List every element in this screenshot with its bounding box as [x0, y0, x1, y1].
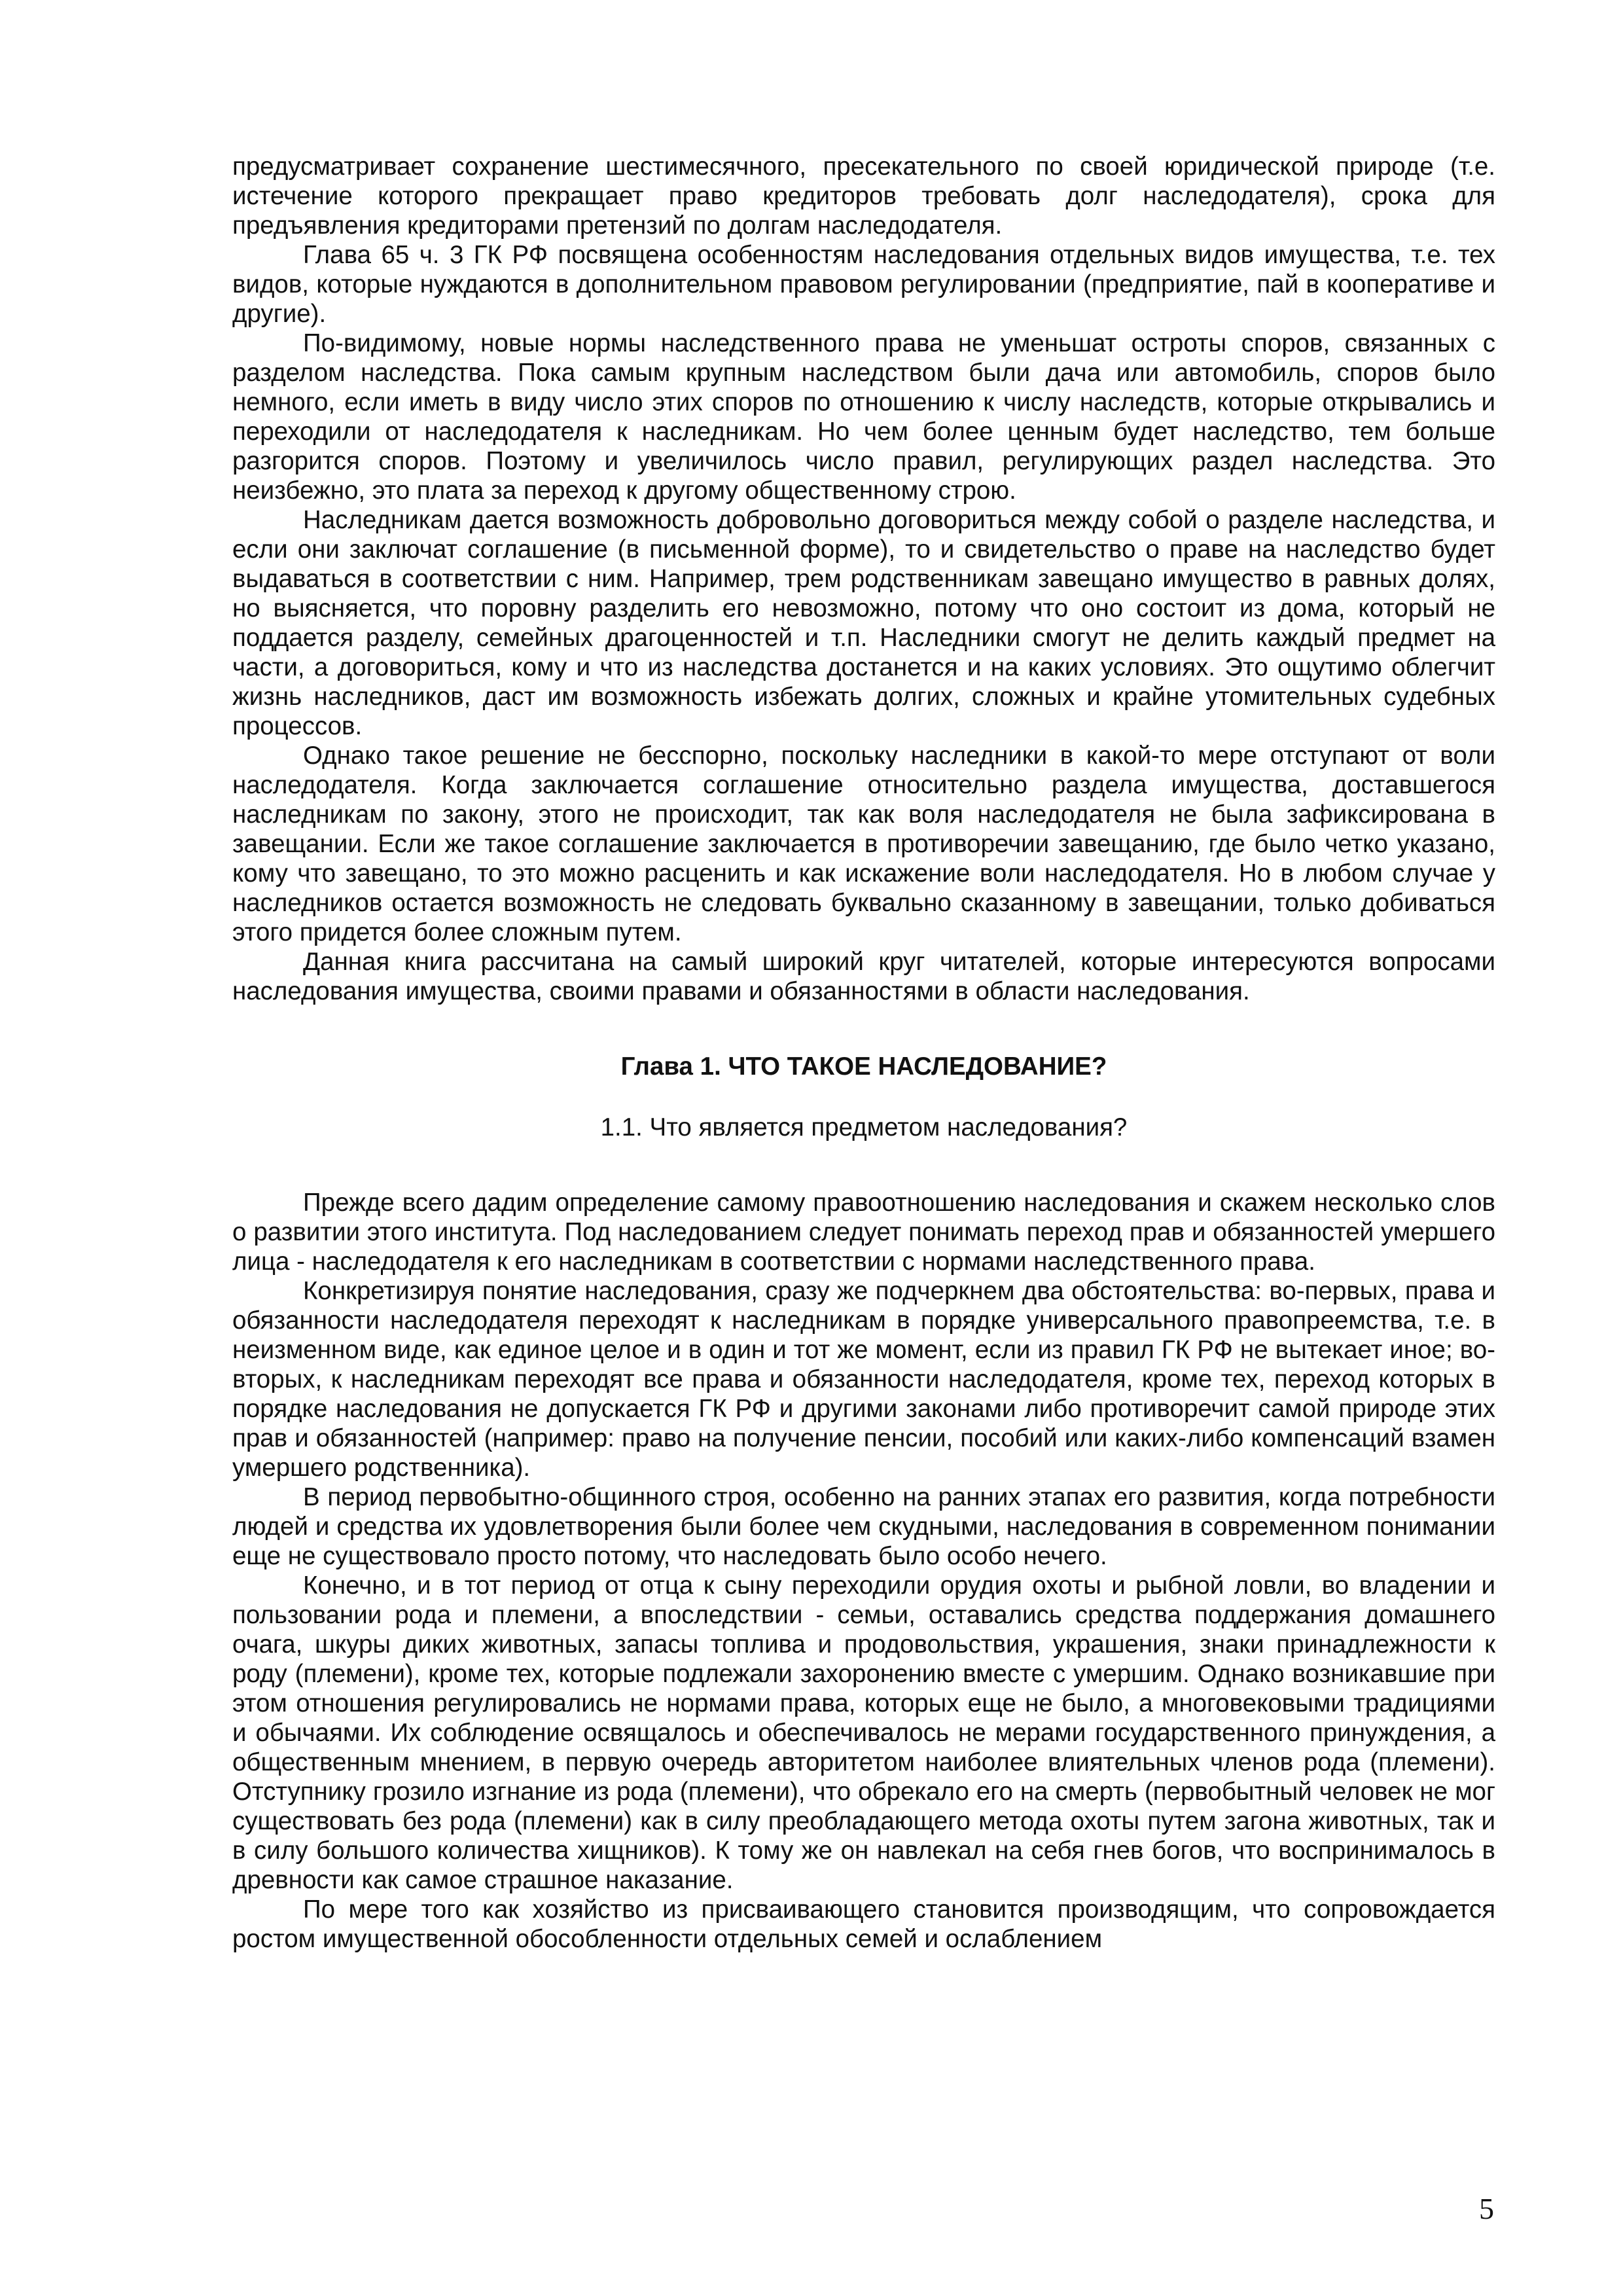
paragraph: По-видимому, новые нормы наследственного права не уменьшат остроты споров, связанных с разделом наследства. Пока самым крупным наследством были дача или автомобиль, споров было немного, если иметь в виду число этих споров по отношению к числу наследств, которые открывались и переходили от наследодателя к наследникам. Но чем более ценным будет наследство, тем больше разгорится споров. Поэтому и увеличилось число правил, регулирующих раздел наследства. Это неизбежно, это плата за переход к другому общественному строю.	[232, 329, 1495, 505]
paragraph: Конкретизируя понятие наследования, сразу же подчеркнем два обстоятельства: во-первых, права и обязанности наследодателя переходят к наследникам в порядке универсального правопреемства, т.е. в неизменном виде, как единое целое и в один и тот же момент, если из правил ГК РФ не вытекает иное; во-вторых, к наследникам переходят все права и обязанности наследодателя, кроме тех, переход которых в порядке наследования не допускается ГК РФ и другими законами либо противоречит самой природе этих прав и обязанностей (например: право на получение пенсии, пособий или каких-либо компенсаций взамен умершего родственника).	[232, 1277, 1495, 1482]
page-body	[232, 152, 1495, 1954]
paragraph: Данная книга рассчитана на самый широкий круг читателей, которые интересуются вопросами наследования имущества, своими правами и обязанностями в области наследования.	[232, 948, 1495, 1005]
paragraph: Конечно, и в тот период от отца к сыну переходили орудия охоты и рыбной ловли, во владении и пользовании рода и племени, а впоследствии - семьи, оставались средства поддержания домашнего очага, шкуры диких животных, запасы топлива и продовольствия, украшения, знаки принадлежности к роду (племени), кроме тех, которые подлежали захоронению вместе с умершим. Однако возникавшие при этом отношения регулировались не нормами права, которых еще не было, а многовековыми традициями и обычаями. Их соблюдение освящалось и обеспечивалось не мерами государственного принуждения, а общественным мнением, в первую очередь авторитетом наиболее влиятельных членов рода (племени). Отступнику грозило изгнание из рода (племени), что обрекало его на смерть (первобытный человек не мог существовать без рода (племени) как в силу преобладающего метода охоты путем загона животных, так и в силу большого количества хищников). К тому же он навлекал на себя гнев богов, что воспринималось в древности как самое страшное наказание.	[232, 1571, 1495, 1894]
paragraph: Прежде всего дадим определение самому правоотношению наследования и скажем несколько слов о развитии этого института. Под наследованием следует понимать переход прав и обязанностей умершего лица - наследодателя к его наследникам в соответствии с нормами наследственного права.	[232, 1189, 1495, 1276]
chapter-title: Глава 1. ЧТО ТАКОЕ НАСЛЕДОВАНИЕ?	[620, 1052, 1107, 1081]
paragraph: Однако такое решение не бесспорно, поскольку наследники в какой-то мере отступают от воли наследодателя. Когда заключается соглашение относительно раздела имущества, доставшегося наследникам по закону, этого не происходит, так как воля наследодателя не была зафиксирована в завещании. Если же такое соглашение заключается в противоречии завещанию, где было четко указано, кому что завещано, то это можно расценить и как искажение воли наследодателя. Но в любом случае у наследников остается возможность не следовать буквально сказанному в завещании, только добиваться этого придется более сложным путем.	[232, 742, 1495, 946]
page-number: 5	[1479, 2192, 1494, 2225]
section-title: 1.1. Что является предметом наследования?	[600, 1113, 1128, 1141]
section-spacer	[232, 1142, 1495, 1188]
paragraph: Глава 65 ч. 3 ГК РФ посвящена особенностям наследования отдельных видов имущества, т.е. тех видов, которые нуждаются в дополнительном правовом регулировании (предприятие, пай в кооперативе и другие).	[232, 241, 1495, 328]
paragraph: По мере того как хозяйство из присваивающего становится производящим, что сопровождается ростом имущественной обособленности отдельных семей и ослаблением	[232, 1895, 1495, 1953]
paragraph: Наследникам дается возможность добровольно договориться между собой о разделе наследства, и если они заключат соглашение (в письменной форме), то и свидетельство о праве на наследство будет выдаваться в соответствии с ним. Например, трем родственникам завещано имущество в равных долях, но выясняется, что поровну разделить его невозможно, потому что оно состоит из дома, который не поддается разделу, семейных драгоценностей и т.п. Наследники смогут не делить каждый предмет на части, а договориться, кому и что из наследства достанется и на каких условиях. Это ощутимо облегчит жизнь наследников, даст им возможность избежать долгих, сложных и крайне утомительных судебных процессов.	[232, 506, 1495, 740]
paragraph-continuation: предусматривает сохранение шестимесячного, пресекательного по своей юридической природе (т.е. истечение которого прекращает право кредиторов требовать долг наследодателя), срока для предъявления кредиторами претензий по долгам наследодателя.	[232, 152, 1495, 240]
paragraph: В период первобытно-общинного строя, особенно на ранних этапах его развития, когда потребности людей и средства их удовлетворения были более чем скудными, наследования в современном понимании еще не существовало просто потому, что наследовать было особо нечего.	[232, 1483, 1495, 1570]
